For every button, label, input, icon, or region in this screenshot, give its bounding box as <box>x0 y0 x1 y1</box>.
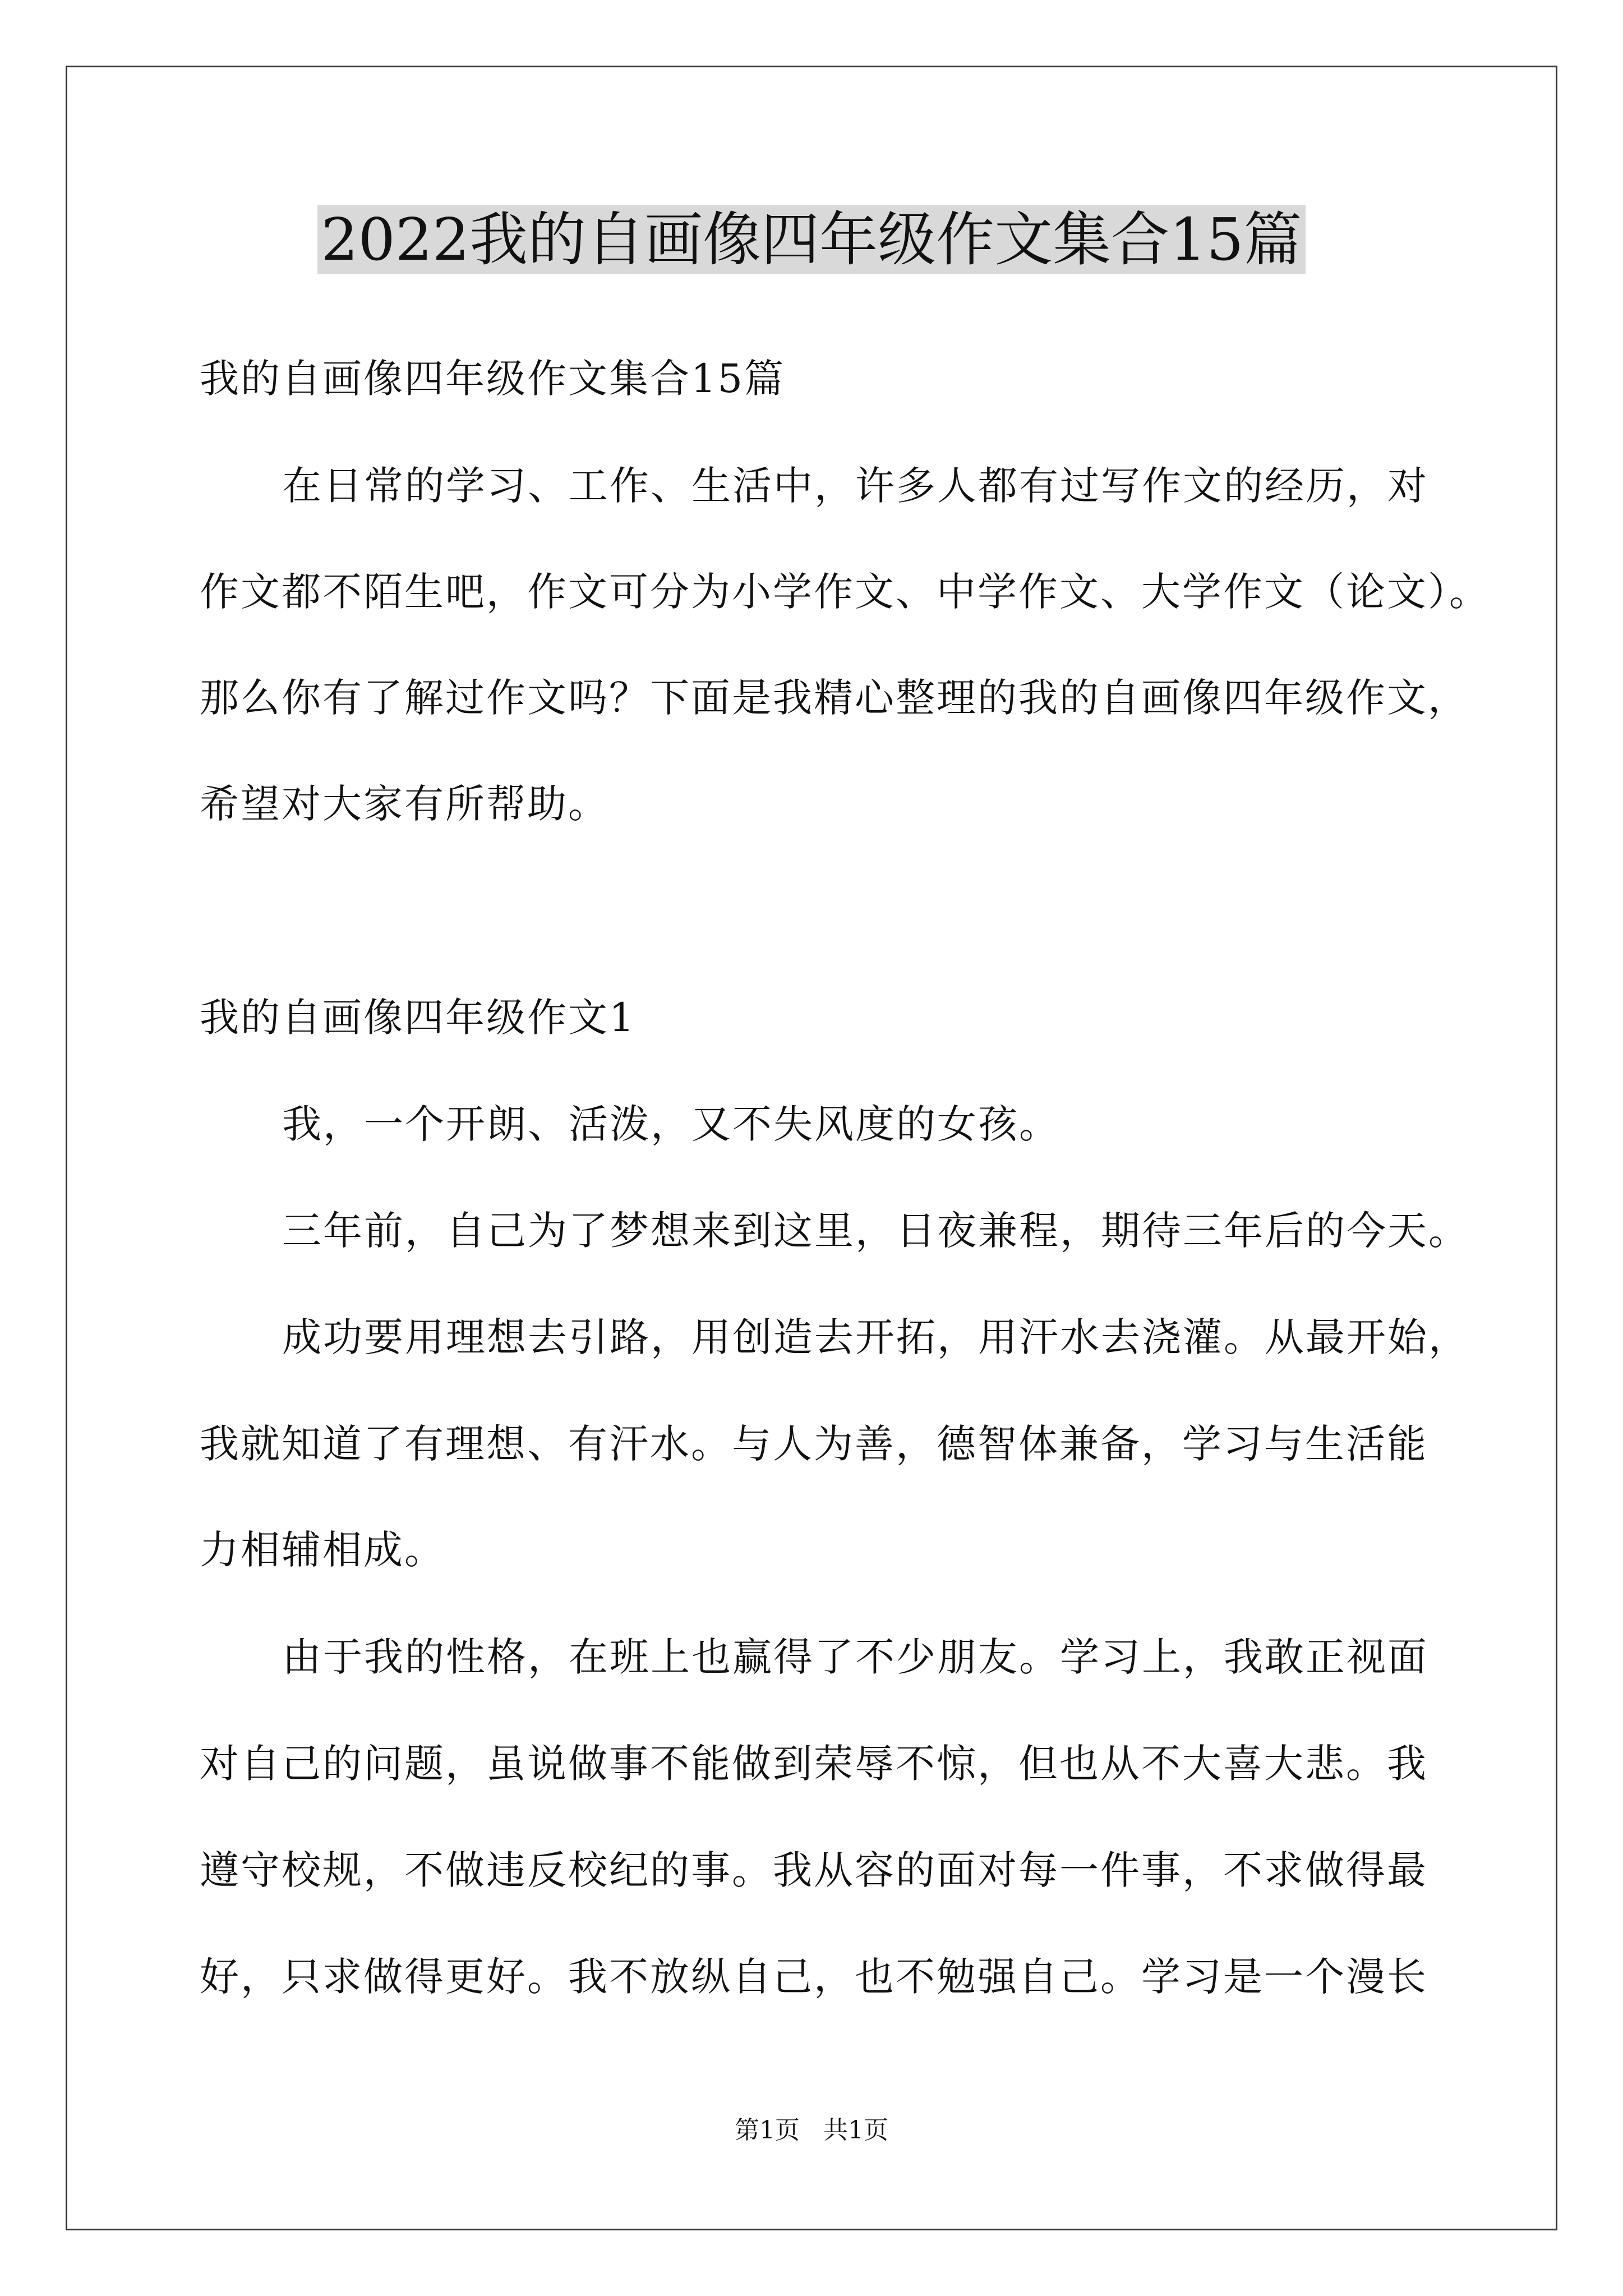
body-line-4: 我就知道了有理想、有汗水。与人为善，德智体兼备，学习与生活能 <box>200 1421 1428 1467</box>
body-line-1: 我，一个开朗、活泼，又不失风度的女孩。 <box>282 1101 1060 1147</box>
document-title <box>0 197 1623 282</box>
subtitle: 我的自画像四年级作文集合15篇 <box>200 356 786 402</box>
intro-line-3: 那么你有了解过作文吗？下面是我精心整理的我的自画像四年级作文， <box>200 675 1469 721</box>
body-line-8: 遵守校规，不做违反校纪的事。我从容的面对每一件事，不求做得最 <box>200 1847 1428 1893</box>
body-line-6: 由于我的性格，在班上也赢得了不少朋友。学习上，我敢正视面 <box>282 1634 1428 1680</box>
intro-line-4: 希望对大家有所帮助。 <box>200 781 609 827</box>
section-heading: 我的自画像四年级作文1 <box>200 995 636 1041</box>
document-title-text: 2022我的自画像四年级作文集合15篇 <box>317 205 1305 274</box>
intro-line-1: 在日常的学习、工作、生活中，许多人都有过写作文的经历，对 <box>282 463 1428 509</box>
body-line-9: 好，只求做得更好。我不放纵自己，也不勉强自己。学习是一个漫长 <box>200 1954 1428 2000</box>
body-line-7: 对自己的问题，虽说做事不能做到荣辱不惊，但也从不大喜大悲。我 <box>200 1741 1428 1787</box>
intro-line-2: 作文都不陌生吧，作文可分为小学作文、中学作文、大学作文（论文）。 <box>200 569 1490 615</box>
body-line-5: 力相辅相成。 <box>200 1527 445 1573</box>
body-line-3: 成功要用理想去引路，用创造去开拓，用汗水去浇灌。从最开始， <box>282 1314 1469 1360</box>
body-line-2: 三年前，自己为了梦想来到这里，日夜兼程，期待三年后的今天。 <box>282 1208 1469 1254</box>
page-footer: 第1页 共1页 <box>735 2116 888 2145</box>
